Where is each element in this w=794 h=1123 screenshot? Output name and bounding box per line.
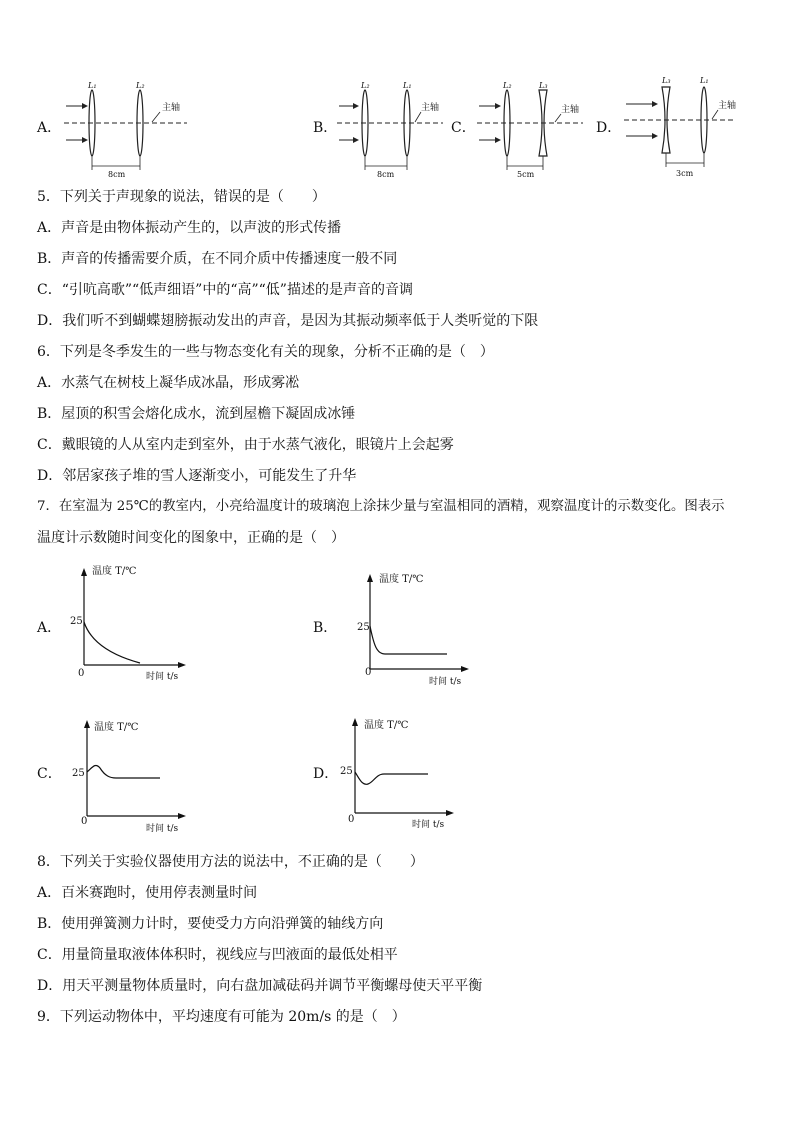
q4-figure-c — [475, 78, 587, 178]
q4-figure-a — [62, 78, 190, 178]
q7-option-d-label: D． — [313, 766, 339, 782]
q6-option-b: B．屋顶的积雪会熔化成水，流到屋檐下凝固成冰锤 — [37, 406, 356, 422]
origin-label: 0 — [78, 668, 85, 679]
tick-25: 25 — [72, 768, 85, 779]
lens-1-label: L₁ — [88, 81, 97, 90]
q4-option-a-label: A． — [37, 120, 62, 136]
tick-25: 25 — [357, 622, 370, 633]
q5-stem: 5．下列关于声现象的说法，错误的是（ ） — [37, 189, 326, 205]
y-axis-label: 温度 T/℃ — [379, 574, 424, 585]
axis-label: 主轴 — [718, 101, 737, 111]
temperature-curve — [87, 765, 160, 778]
q6-option-a: A．水蒸气在树枝上凝华成冰晶，形成雾凇 — [37, 375, 300, 391]
distance-label: 5cm — [517, 170, 535, 178]
q4-option-c-label: C． — [451, 120, 476, 136]
y-axis-label: 温度 T/℃ — [364, 720, 409, 731]
q4-figure-d — [622, 72, 740, 180]
q5-option-c: C．“引吭高歌”“低声细语”中的“高”“低”描述的是声音的音调 — [37, 282, 413, 298]
lens-2-label: L₃ — [539, 81, 548, 90]
q7-graph-d — [330, 710, 460, 832]
q6-stem: 6．下列是冬季发生的一些与物态变化有关的现象，分析不正确的是（ ） — [37, 344, 494, 360]
lens-1-label: L₂ — [361, 81, 370, 90]
q6-option-d: D．邻居家孩子堆的雪人逐渐变小，可能发生了升华 — [37, 468, 357, 484]
tick-25: 25 — [340, 766, 353, 777]
q7-stem-line1: 7．在室温为 25℃的教室内，小亮给温度计的玻璃泡上涂抹少量与室温相同的酒精，观察温度计的示数变化。图表示 — [37, 499, 725, 514]
q5-option-a: A．声音是由物体振动产生的，以声波的形式传播 — [37, 220, 342, 236]
axis-label: 主轴 — [162, 103, 181, 113]
q5-option-b: B．声音的传播需要介质，在不同介质中传播速度一般不同 — [37, 251, 398, 267]
y-axis-label: 温度 T/℃ — [94, 722, 139, 733]
q8-option-a: A．百米赛跑时，使用停表测量时间 — [37, 885, 258, 901]
q8-option-d: D．用天平测量物体质量时，向右盘加减砝码并调节平衡螺母使天平平衡 — [37, 978, 483, 994]
q9-stem: 9．下列运动物体中，平均速度有可能为 20m/s 的是（ ） — [37, 1009, 406, 1025]
axis-label: 主轴 — [421, 103, 440, 113]
lens-2-label: L₁ — [403, 81, 412, 90]
q7-graph-a — [62, 562, 192, 682]
x-axis-label: 时间 t/s — [429, 677, 462, 687]
q7-option-c-label: C． — [37, 766, 62, 782]
origin-label: 0 — [365, 667, 372, 678]
q7-graph-c — [62, 712, 192, 834]
q4-figure-b — [335, 78, 447, 178]
origin-label: 0 — [348, 814, 355, 825]
q8-option-b: B．使用弹簧测力计时，要使受力方向沿弹簧的轴线方向 — [37, 916, 384, 932]
q7-option-b-label: B． — [313, 620, 338, 636]
distance-label: 8cm — [108, 170, 126, 178]
lens-1-label: L₂ — [503, 81, 512, 90]
lens-2-label: L₂ — [136, 81, 145, 90]
lens-1-label: L₃ — [662, 76, 671, 85]
q5-option-d: D．我们听不到蝴蝶翅膀振动发出的声音，是因为其振动频率低于人类听觉的下限 — [37, 313, 539, 329]
q6-option-c: C．戴眼镜的人从室内走到室外，由于水蒸气液化，眼镜片上会起雾 — [37, 437, 454, 453]
x-axis-label: 时间 t/s — [146, 824, 179, 834]
temperature-curve — [370, 626, 447, 654]
y-axis-label: 温度 T/℃ — [92, 566, 137, 577]
distance-label: 8cm — [377, 170, 395, 178]
q4-option-b-label: B． — [313, 120, 338, 136]
lens-2-label: L₁ — [700, 76, 709, 85]
x-axis-label: 时间 t/s — [412, 820, 445, 830]
q4-option-d-label: D． — [596, 120, 622, 136]
q8-stem: 8．下列关于实验仪器使用方法的说法中，不正确的是（ ） — [37, 854, 424, 870]
q7-stem-line2: 温度计示数随时间变化的图象中，正确的是（ ） — [37, 530, 345, 546]
distance-label: 3cm — [676, 169, 694, 178]
temperature-curve — [355, 772, 428, 784]
axis-label: 主轴 — [561, 105, 580, 115]
q7-option-a-label: A． — [37, 620, 62, 636]
tick-25: 25 — [70, 616, 83, 627]
x-axis-label: 时间 t/s — [146, 672, 179, 682]
q8-option-c: C．用量筒量取液体体积时，视线应与凹液面的最低处相平 — [37, 947, 398, 963]
temperature-curve — [84, 622, 140, 663]
q7-graph-b — [345, 568, 475, 690]
origin-label: 0 — [81, 816, 88, 827]
